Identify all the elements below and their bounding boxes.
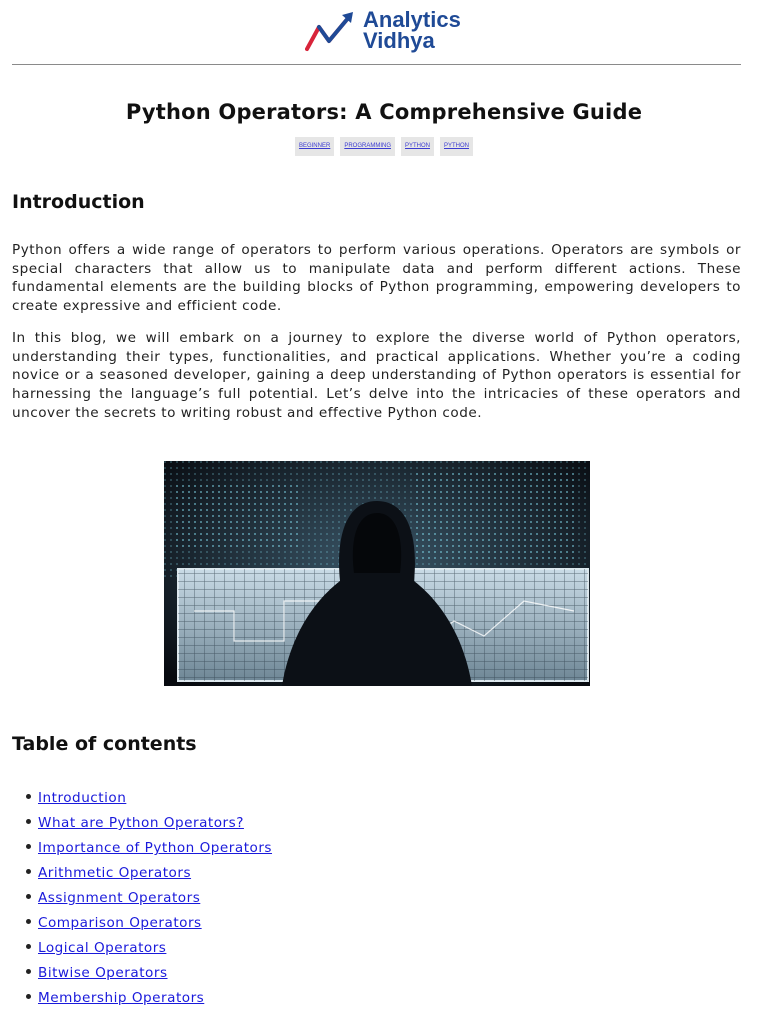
toc-heading: Table of contents [12,733,197,755]
toc-link-assignment[interactable]: Assignment Operators [38,890,201,906]
logo-line2: Vidhya [363,28,435,53]
toc-item [38,987,272,1012]
article-title: Python Operators: A Comprehensive Guide [125,100,643,125]
toc-link-introduction[interactable]: Introduction [38,790,127,806]
toc-link-logical[interactable]: Logical Operators [38,940,167,956]
toc-link-arithmetic[interactable]: Arithmetic Operators [38,865,192,881]
toc-link-comparison[interactable]: Comparison Operators [38,915,202,931]
toc-item [38,887,272,912]
toc-item [38,787,272,812]
intro-paragraph-1: Python offers a wide range of operators to perform various operations. Operators are symbols or special characters that allow us to manipulate data and perform different actions. These fundamental elements are the building blocks of Python programming, empowering developers to create expressive and efficient code. [12,242,741,315]
tag-list [0,137,768,156]
table-of-contents [38,787,272,1012]
intro-heading: Introduction [12,191,145,213]
tag-python[interactable]: PYTHON [401,137,434,156]
tag-programming[interactable]: PROGRAMMING [340,137,395,156]
tag-python-2[interactable]: PYTHON [440,137,473,156]
logo-wordmark [363,9,461,51]
tag-beginner[interactable]: BEGINNER [295,137,334,156]
toc-item [38,937,272,962]
toc-item [38,912,272,937]
toc-link-importance[interactable]: Importance of Python Operators [38,840,273,856]
toc-item [38,862,272,887]
analytics-vidhya-logo[interactable] [305,8,475,58]
logo-arrow-icon [305,11,357,53]
site-header [12,0,741,65]
toc-item [38,812,272,837]
toc-link-membership[interactable]: Membership Operators [38,990,205,1006]
toc-link-bitwise[interactable]: Bitwise Operators [38,965,168,981]
intro-paragraph-2: In this blog, we will embark on a journey to explore the diverse world of Python operators, understanding their types, functionalities, and practical applications. Whether you’re a coding novice or a seasoned developer, gaining a deep understanding of Python operators is essential for harnessing the language’s full potential. Let’s delve into the intricacies of these operators and uncover the secrets to writing robust and effective Python code. [12,330,741,421]
logo-line1: Analytics [363,7,461,32]
hooded-figure-monitors-illustration [164,461,590,686]
toc-item [38,837,272,862]
hero-image [164,461,590,686]
toc-item [38,962,272,987]
toc-link-what-are-operators[interactable]: What are Python Operators? [38,815,244,831]
